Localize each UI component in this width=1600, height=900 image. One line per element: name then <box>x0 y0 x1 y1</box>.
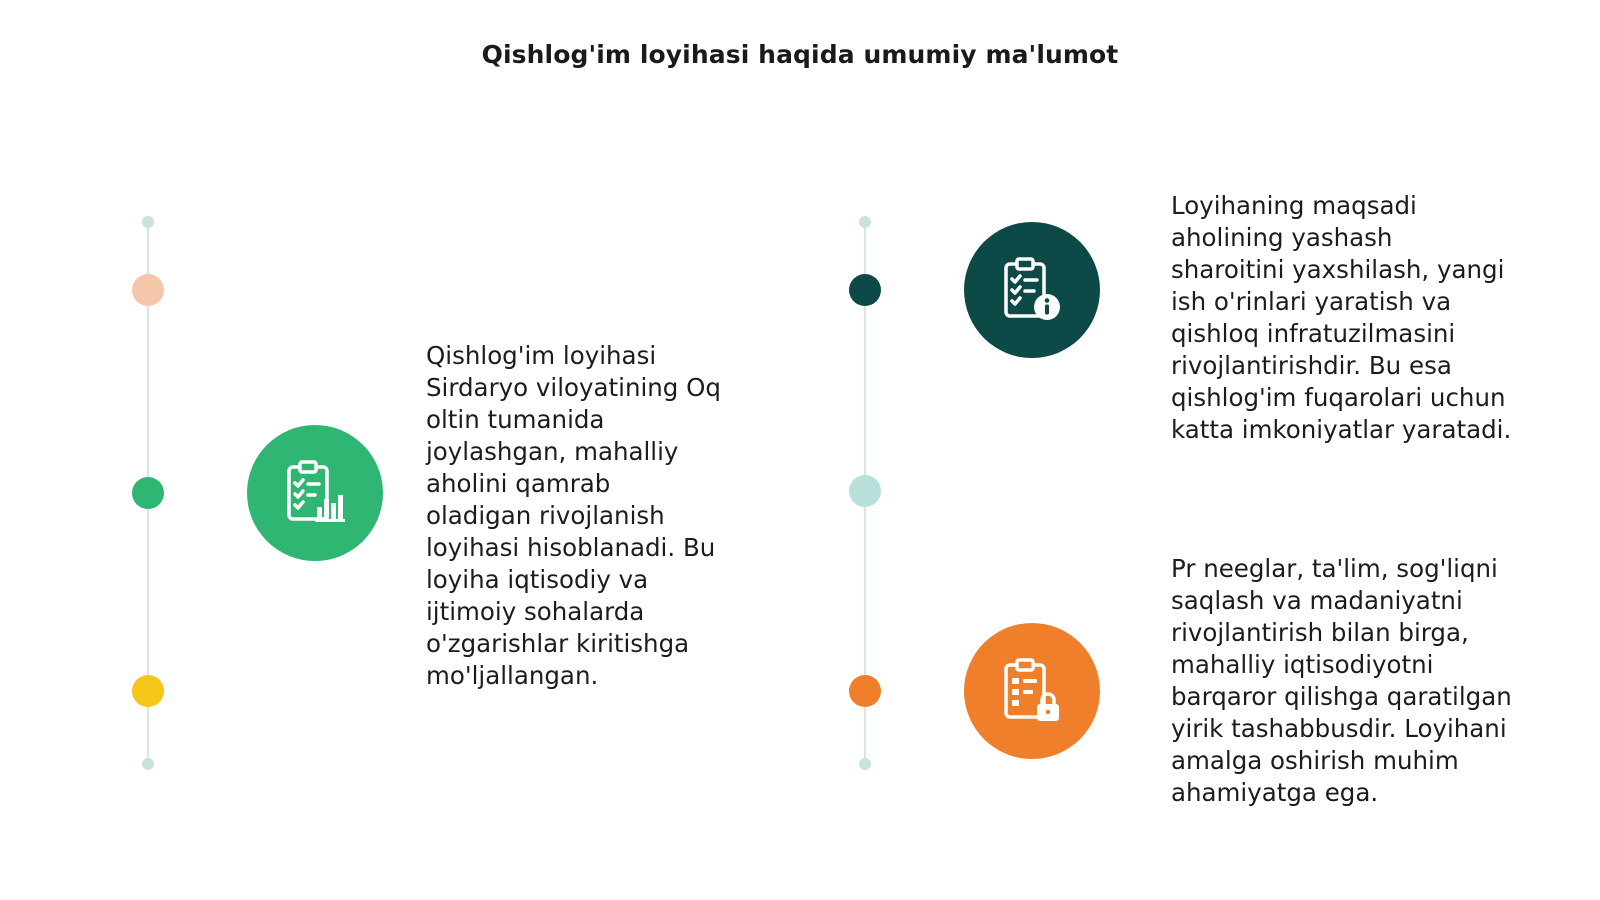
text-line: saqlash va madaniyatni <box>1171 586 1463 615</box>
page-title: Qishlog'im loyihasi haqida umumiy ma'lumot <box>481 40 1119 69</box>
text-line: ish o'rinlari yaratish va <box>1171 287 1452 316</box>
text-line: yirik tashabbusdir. Loyihani <box>1171 714 1507 743</box>
text-line: amalga oshirish muhim <box>1171 746 1459 775</box>
clipboard-chart-icon <box>279 457 351 529</box>
clipboard-lock-icon <box>996 655 1068 727</box>
text-line: oladigan rivojlanish <box>426 501 665 530</box>
text-line: Sirdaryo viloyatining Oq <box>426 373 721 402</box>
text-line: mo'ljallangan. <box>426 661 599 690</box>
clipboard-info-circle <box>964 222 1100 358</box>
text-line: rivojlantirish bilan birga, <box>1171 618 1469 647</box>
text-line: sharoitini yaxshilash, yangi <box>1171 255 1505 284</box>
timeline-dot-dark-teal <box>849 274 881 306</box>
clipboard-chart-circle <box>247 425 383 561</box>
timeline-dot-peach <box>132 274 164 306</box>
timeline-end-dot <box>142 216 154 228</box>
text-line: Loyihaning maqsadi <box>1171 191 1417 220</box>
timeline-end-dot <box>142 758 154 770</box>
text-line: katta imkoniyatlar yaratadi. <box>1171 415 1512 444</box>
timeline-end-dot <box>859 758 871 770</box>
text-line: ijtimoiy sohalarda <box>426 597 645 626</box>
section-text-initiative <box>1171 553 1512 809</box>
text-line: loyiha iqtisodiy va <box>426 565 649 594</box>
text-line: mahalliy iqtisodiyotni <box>1171 650 1434 679</box>
timeline-dot-green <box>132 477 164 509</box>
timeline-dot-yellow <box>132 675 164 707</box>
section-text-location <box>426 340 721 692</box>
text-line: Pr neeglar, ta'lim, sog'liqni <box>1171 554 1498 583</box>
clipboard-info-icon <box>996 254 1068 326</box>
text-line: joylashgan, mahalliy <box>426 437 679 466</box>
timeline-dot-orange <box>849 675 881 707</box>
text-line: o'zgarishlar kiritishga <box>426 629 690 658</box>
text-line: aholini qamrab <box>426 469 611 498</box>
text-line: Qishlog'im loyihasi <box>426 341 657 370</box>
timeline-end-dot <box>859 216 871 228</box>
text-line: loyihasi hisoblanadi. Bu <box>426 533 716 562</box>
timeline-dot-mint <box>849 475 881 507</box>
section-text-goal <box>1171 190 1511 446</box>
text-line: rivojlantirishdir. Bu esa <box>1171 351 1452 380</box>
text-line: aholining yashash <box>1171 223 1393 252</box>
text-line: qishlog'im fuqarolari uchun <box>1171 383 1506 412</box>
text-line: ahamiyatga ega. <box>1171 778 1379 807</box>
text-line: qishloq infratuzilmasini <box>1171 319 1456 348</box>
text-line: oltin tumanida <box>426 405 605 434</box>
text-line: barqaror qilishga qaratilgan <box>1171 682 1512 711</box>
clipboard-lock-circle <box>964 623 1100 759</box>
